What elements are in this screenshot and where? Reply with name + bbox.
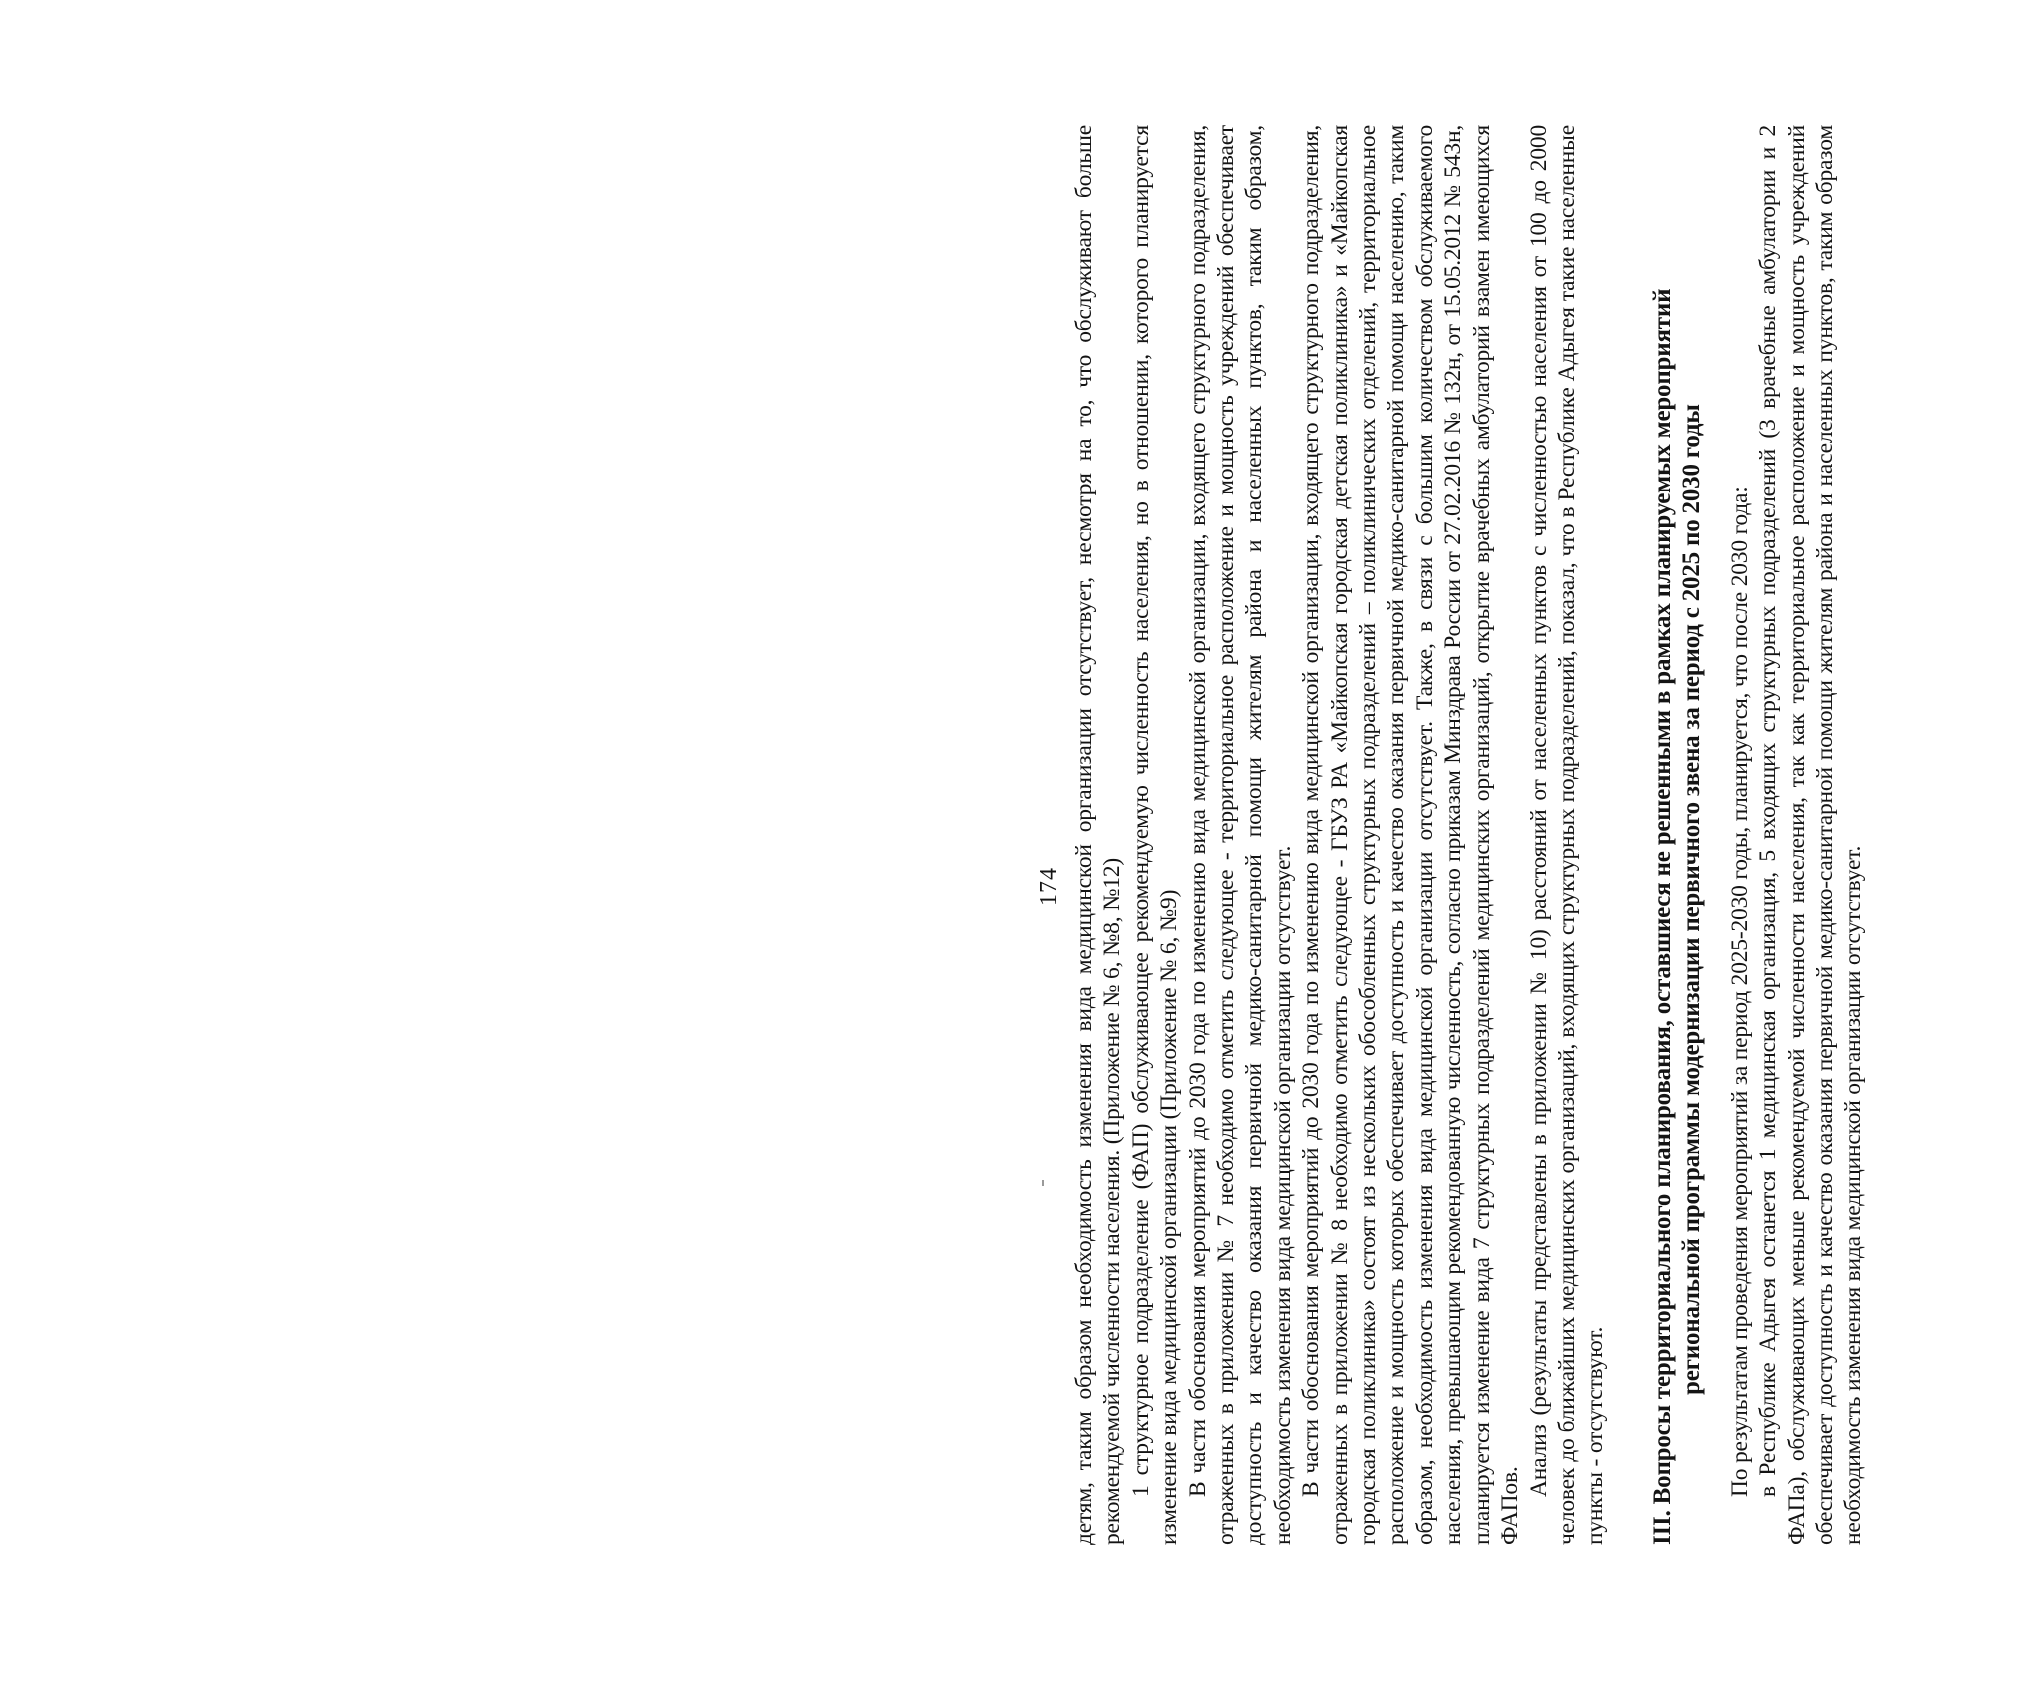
closing-paragraph-1: По результатам проведения мероприятий за период 2025-2030 годы, планируется, что после 2030 года:: [1726, 486, 1753, 1497]
paragraph-2: 1 структурное подразделение (ФАП) обслуживающее рекомендуемую численность населения, но в отношении, которого планируется изменение вида медицинской организации (Приложение № 6, №9): [1127, 125, 1183, 1545]
spacer: [1706, 125, 1726, 1545]
paragraph-1: детям, таким образом необходимость изменения вида медицинской организации отсутствует, несмотря на то, что обслуживают больше рекомендуемой численности населения. (Приложение № 6, №8, №12): [1071, 125, 1126, 1545]
paragraph-3: В части обоснования мероприятий до 2030 года по изменению вида медицинской организации, входящего структурного подразделения, отраженных в приложении № 7 необходимо отметить следующее - территориальное расположение и мощность учреждений обеспечивает доступность и качество оказания первичной медико-санитарной помощи жителям района и населенных пунктов, таким образом, необходимость изменения вида медицинской организации отсутствует.: [1184, 125, 1296, 1545]
paragraph-4: В части обоснования мероприятий до 2030 года по изменению вида медицинской организации, входящего структурного подразделения, отраженных в приложении № 8 необходимо отметить следующее - ГБУЗ РА «Майкопская городская детская поликлиника» и «Майкопская городская поликлиника» состоят из нескольких обособленных структурных подразделений – поликлинических отделений, территориальное расположение и мощность которых обеспечивает доступность и качество оказания первичной медико-санитарной помощи населению, таким образом, необходимость изменения вида медицинской организации отсутствует. Также, в связи с большим количеством обслуживаемого населения, превышающим рекомендованную численность, согласно приказам Минздрава России от 27.02.2016 № 132н, от 15.05.2012 № 543н, планируется изменение вида 7 структурных подразделений медицинских организаций, открытие врачебных амбулаторий взамен имеющихся ФАПов.: [1298, 125, 1524, 1545]
spacer: [1610, 125, 1648, 1545]
section-heading: [1648, 125, 1706, 1545]
heading-line-1: III. Вопросы территориального планирования, оставшиеся не решенными в рамках планируемых мероприятий: [1648, 288, 1676, 1545]
rotated-page: [1070, 125, 2030, 1545]
page-number: 174: [1036, 867, 1062, 906]
paragraph-5: Анализ (результаты представлены в приложении № 10) расстояний от населенных пунктов с численностью населения от 100 до 2000 человек до ближайших медицинских организаций, входящих структурных подразделений, показал, что в Республике Адыгея такие населенные пункты - отсутствуют.: [1525, 125, 1609, 1545]
scan-speck: [1042, 1180, 1044, 1186]
closing-paragraph-2: в Республике Адыгея останется 1 медицинская организация, 5 входящих структурных подразделений (3 врачебные амбулатории и 2 ФАПа), обслуживающих меньше рекомендуемой численности населения, так как территориальное расположение и мощность учреждений обеспечивает доступность и качество оказания первичной медико-санитарной помощи жителям района и населенных пунктов, таким образом необходимость изменения вида медицинской организации отсутствует.: [1755, 125, 1867, 1545]
heading-line-2: региональной программы модернизации первичного звена за период с 2025 по 2030 годы: [1677, 404, 1705, 1395]
document-body: [1070, 125, 2030, 1545]
